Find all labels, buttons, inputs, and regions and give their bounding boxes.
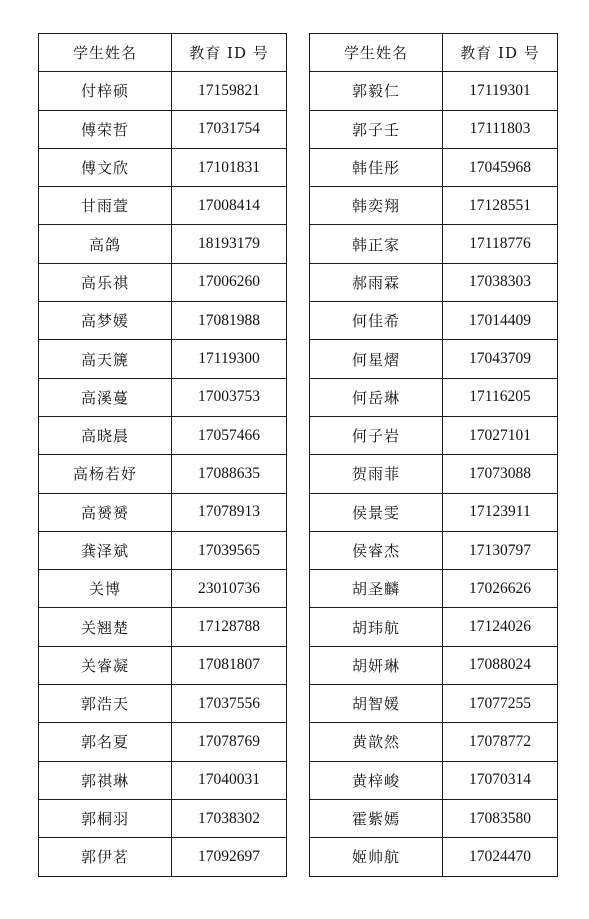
table-row xyxy=(310,531,558,569)
education-id-cell: 17027101 xyxy=(443,416,558,454)
education-id-cell: 17081988 xyxy=(172,302,287,340)
table-row xyxy=(310,493,558,531)
table-row xyxy=(310,225,558,263)
student-name-cell: 黄梓峻 xyxy=(310,761,443,799)
education-id-cell: 17119301 xyxy=(443,72,558,110)
table-row xyxy=(39,340,287,378)
table-row xyxy=(310,838,558,876)
table-row xyxy=(39,416,287,454)
student-name-cell: 高杨若妤 xyxy=(39,455,172,493)
student-name-cell: 郭名夏 xyxy=(39,723,172,761)
table-row xyxy=(310,570,558,608)
education-id-cell: 17006260 xyxy=(172,263,287,301)
table-row xyxy=(310,685,558,723)
student-name-cell: 高赟赟 xyxy=(39,493,172,531)
education-id-cell: 17077255 xyxy=(443,685,558,723)
header-student-name: 学生姓名 xyxy=(310,34,443,72)
table-row xyxy=(310,799,558,837)
student-name-cell: 郭祺琳 xyxy=(39,761,172,799)
table-row xyxy=(39,608,287,646)
education-id-cell: 17038302 xyxy=(172,799,287,837)
student-name-cell: 关睿凝 xyxy=(39,646,172,684)
student-name-cell: 胡妍琳 xyxy=(310,646,443,684)
education-id-cell: 17116205 xyxy=(443,378,558,416)
table-row xyxy=(39,72,287,110)
student-name-cell: 侯景雯 xyxy=(310,493,443,531)
table-row xyxy=(310,263,558,301)
student-name-cell: 胡玮航 xyxy=(310,608,443,646)
student-name-cell: 高乐祺 xyxy=(39,263,172,301)
education-id-cell: 18193179 xyxy=(172,225,287,263)
student-name-cell: 关博 xyxy=(39,570,172,608)
table-row xyxy=(310,148,558,186)
table-row xyxy=(310,761,558,799)
table-header-row xyxy=(310,34,558,72)
table-row xyxy=(39,187,287,225)
student-name-cell: 何岳琳 xyxy=(310,378,443,416)
education-id-cell: 17081807 xyxy=(172,646,287,684)
student-name-cell: 郭毅仁 xyxy=(310,72,443,110)
student-name-cell: 黄歆然 xyxy=(310,723,443,761)
education-id-cell: 17088024 xyxy=(443,646,558,684)
education-id-cell: 17026626 xyxy=(443,570,558,608)
student-name-cell: 傅荣哲 xyxy=(39,110,172,148)
student-name-cell: 霍紫嫣 xyxy=(310,799,443,837)
table-row xyxy=(39,148,287,186)
education-id-cell: 17070314 xyxy=(443,761,558,799)
table-row xyxy=(39,493,287,531)
table-row xyxy=(310,378,558,416)
table-row xyxy=(39,110,287,148)
education-id-cell: 17003753 xyxy=(172,378,287,416)
table-header-row xyxy=(39,34,287,72)
student-name-cell: 龚泽斌 xyxy=(39,531,172,569)
education-id-cell: 17039565 xyxy=(172,531,287,569)
table-row xyxy=(39,225,287,263)
education-id-cell: 17101831 xyxy=(172,148,287,186)
education-id-cell: 17038303 xyxy=(443,263,558,301)
table-row xyxy=(310,608,558,646)
student-name-cell: 贺雨菲 xyxy=(310,455,443,493)
student-name-cell: 韩正家 xyxy=(310,225,443,263)
table-row xyxy=(310,110,558,148)
table-row xyxy=(39,799,287,837)
education-id-cell: 17078772 xyxy=(443,723,558,761)
student-name-cell: 郭子壬 xyxy=(310,110,443,148)
education-id-cell: 17119300 xyxy=(172,340,287,378)
student-name-cell: 高梦媛 xyxy=(39,302,172,340)
education-id-cell: 17008414 xyxy=(172,187,287,225)
student-name-cell: 何子岩 xyxy=(310,416,443,454)
table-row xyxy=(39,263,287,301)
education-id-cell: 17130797 xyxy=(443,531,558,569)
education-id-cell: 17043709 xyxy=(443,340,558,378)
student-name-cell: 姬帅航 xyxy=(310,838,443,876)
student-name-cell: 何佳希 xyxy=(310,302,443,340)
table-row xyxy=(39,302,287,340)
table-row xyxy=(310,646,558,684)
education-id-cell: 17159821 xyxy=(172,72,287,110)
education-id-cell: 17073088 xyxy=(443,455,558,493)
education-id-cell: 17057466 xyxy=(172,416,287,454)
student-name-cell: 侯睿杰 xyxy=(310,531,443,569)
education-id-cell: 17092697 xyxy=(172,838,287,876)
header-education-id: 教育 ID 号 xyxy=(172,34,287,72)
student-name-cell: 付梓硕 xyxy=(39,72,172,110)
education-id-cell: 17078769 xyxy=(172,723,287,761)
student-name-cell: 胡智媛 xyxy=(310,685,443,723)
education-id-cell: 17111803 xyxy=(443,110,558,148)
student-name-cell: 高溪蔓 xyxy=(39,378,172,416)
table-row xyxy=(39,685,287,723)
table-row xyxy=(39,723,287,761)
table-row xyxy=(39,531,287,569)
student-name-cell: 傅文欣 xyxy=(39,148,172,186)
education-id-cell: 17128788 xyxy=(172,608,287,646)
table-row xyxy=(310,72,558,110)
student-name-cell: 关翘楚 xyxy=(39,608,172,646)
education-id-cell: 17040031 xyxy=(172,761,287,799)
student-name-cell: 郭桐羽 xyxy=(39,799,172,837)
education-id-cell: 23010736 xyxy=(172,570,287,608)
education-id-cell: 17045968 xyxy=(443,148,558,186)
table-row xyxy=(310,340,558,378)
education-id-cell: 17123911 xyxy=(443,493,558,531)
table-row xyxy=(39,838,287,876)
table-row xyxy=(39,455,287,493)
student-name-cell: 韩奕翔 xyxy=(310,187,443,225)
table-row xyxy=(310,416,558,454)
student-name-cell: 高天篪 xyxy=(39,340,172,378)
table-row xyxy=(39,646,287,684)
header-education-id: 教育 ID 号 xyxy=(443,34,558,72)
student-name-cell: 郝雨霖 xyxy=(310,263,443,301)
table-row xyxy=(310,187,558,225)
education-id-cell: 17128551 xyxy=(443,187,558,225)
student-name-cell: 郭伊茗 xyxy=(39,838,172,876)
student-name-cell: 韩佳彤 xyxy=(310,148,443,186)
student-name-cell: 高晓晨 xyxy=(39,416,172,454)
student-table-right xyxy=(309,33,558,877)
education-id-cell: 17014409 xyxy=(443,302,558,340)
student-name-cell: 高鸽 xyxy=(39,225,172,263)
education-id-cell: 17037556 xyxy=(172,685,287,723)
education-id-cell: 17088635 xyxy=(172,455,287,493)
education-id-cell: 17024470 xyxy=(443,838,558,876)
table-row xyxy=(310,723,558,761)
student-name-cell: 胡圣麟 xyxy=(310,570,443,608)
table-row xyxy=(39,378,287,416)
student-table-left xyxy=(38,33,287,877)
education-id-cell: 17031754 xyxy=(172,110,287,148)
student-name-cell: 何星熠 xyxy=(310,340,443,378)
table-row xyxy=(39,761,287,799)
student-name-cell: 甘雨萱 xyxy=(39,187,172,225)
education-id-cell: 17118776 xyxy=(443,225,558,263)
table-row xyxy=(310,455,558,493)
table-row xyxy=(39,570,287,608)
student-name-cell: 郭浩天 xyxy=(39,685,172,723)
education-id-cell: 17124026 xyxy=(443,608,558,646)
education-id-cell: 17083580 xyxy=(443,799,558,837)
header-student-name: 学生姓名 xyxy=(39,34,172,72)
table-row xyxy=(310,302,558,340)
education-id-cell: 17078913 xyxy=(172,493,287,531)
